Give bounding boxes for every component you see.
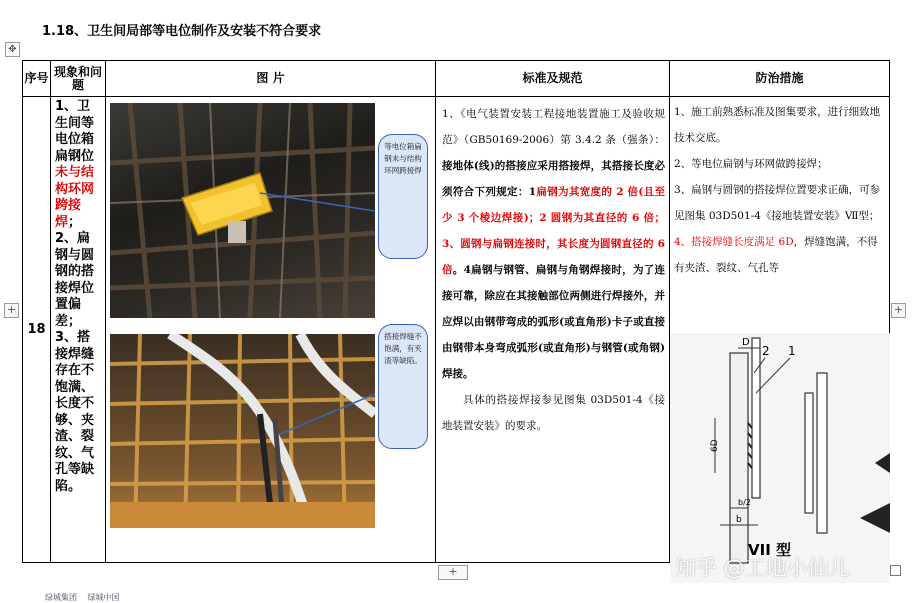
issue-cell[interactable] [51,97,106,563]
prev-text-2: 2、等电位扁钢与环网做跨接焊； [674,158,828,170]
row-number[interactable]: 18 [23,97,51,563]
drawing-label-b2: b/2 [738,498,751,507]
drawing-label-6d: 6D [710,439,720,452]
table-row [23,97,890,563]
watermark: 知乎 @工地小仙儿 [675,556,850,580]
standard-cell[interactable] [436,97,670,563]
photo-weld-seam[interactable] [110,334,375,528]
header-no: 序号 [23,61,51,97]
issue-text-1-end: ； [68,214,82,230]
left-insert-button[interactable]: + [4,303,19,318]
std-text-3: 扁钢为其宽度的 2 倍(且至少 3 个棱边焊接)；2 圆钢为其直径的 6 倍；3、圆钢与扁钢连接时，其长度为圆钢直径的 6 倍 [442,186,665,276]
prev-text-1: 1、施工前熟悉标准及图集要求，进行细致地技术交底。 [674,106,881,144]
header-row [23,61,890,97]
footer-logos [45,592,128,603]
issue-text-1: 1、卫生间等电位箱扁钢位 [55,99,95,164]
table-resize-handle[interactable] [890,565,901,576]
picture-cell[interactable] [106,97,436,563]
std-text-5: 扁钢与钢管、扁钢与角钢焊接时，为了连接可靠，除应在其接触部位两侧进行焊接外，并应焊以由钢带弯成的弧形(或直角形)卡子或直接由钢带本身弯成弧形(或直角形)与钢管(或角钢)焊接。 [442,264,666,380]
header-standard: 标准及规范 [436,61,670,97]
drawing-label-d: D [742,337,750,348]
footer-logo-1: 绿城集团 [45,593,77,602]
issue-text-1-red: 未与结构环网跨接焊 [55,165,95,230]
prev-text-3-red: 4、搭接焊缝长度满足 6D [674,236,794,248]
issue-text-2: 2、扁钢与圆钢的搭接焊位置偏差； [55,231,95,329]
prev-text-4: ，焊缝饱满，不得有夹渣、裂纹、气孔等 [674,236,878,274]
defect-table [22,60,890,563]
drawing-label-1: 1 [788,344,796,358]
photo-equipotential-box[interactable] [110,103,375,318]
header-issue: 现象和问题 [51,61,106,97]
add-row-button[interactable]: + [438,565,468,580]
prevention-cell[interactable] [670,97,890,563]
drawing-label-2: 2 [762,344,770,358]
footer-logo-2: 绿城中国 [87,593,120,602]
std-text-6: 具体的搭接焊接参见图集 03D501-4《接地装置安装》的要求。 [442,394,665,432]
prev-text-3: 3、扁钢与圆钢的搭接焊位置要求正确，可参见图集 03D501-4《接地装置安装》Ⅶ型； [674,184,881,222]
std-text-4: 。4 [452,264,471,276]
callout-bottom: 搭接焊缝不饱满，有夹渣等缺陷。 [378,324,428,449]
right-insert-button[interactable]: + [891,303,906,318]
std-text-2: 接地体(线)的搭接应采用搭接焊，其搭接长度必须符合下列规定：1 [442,160,665,198]
header-prevention: 防治措施 [670,61,890,97]
std-text-1: 1、《电气装置安装工程接地装置施工及验收规范》（GB50169-2006）第 3.4.2 条（强条）： [442,108,665,146]
weld-type-vii-drawing[interactable] [670,333,890,583]
table-move-handle-icon[interactable]: ✥ [5,42,20,57]
drawing-label-b: b [736,515,742,525]
callout-top: 等电位箱扁钢未与结构环网跨接焊 [378,134,428,259]
drawing-label-type: VII 型 [748,541,791,559]
section-title: 1.18、卫生间局部等电位制作及安装不符合要求 [42,24,322,39]
header-picture: 图 片 [106,61,436,97]
issue-text-3: 3、搭接焊缝存在不饱满、长度不够、夹渣、裂纹、气孔等缺陷。 [55,330,95,494]
